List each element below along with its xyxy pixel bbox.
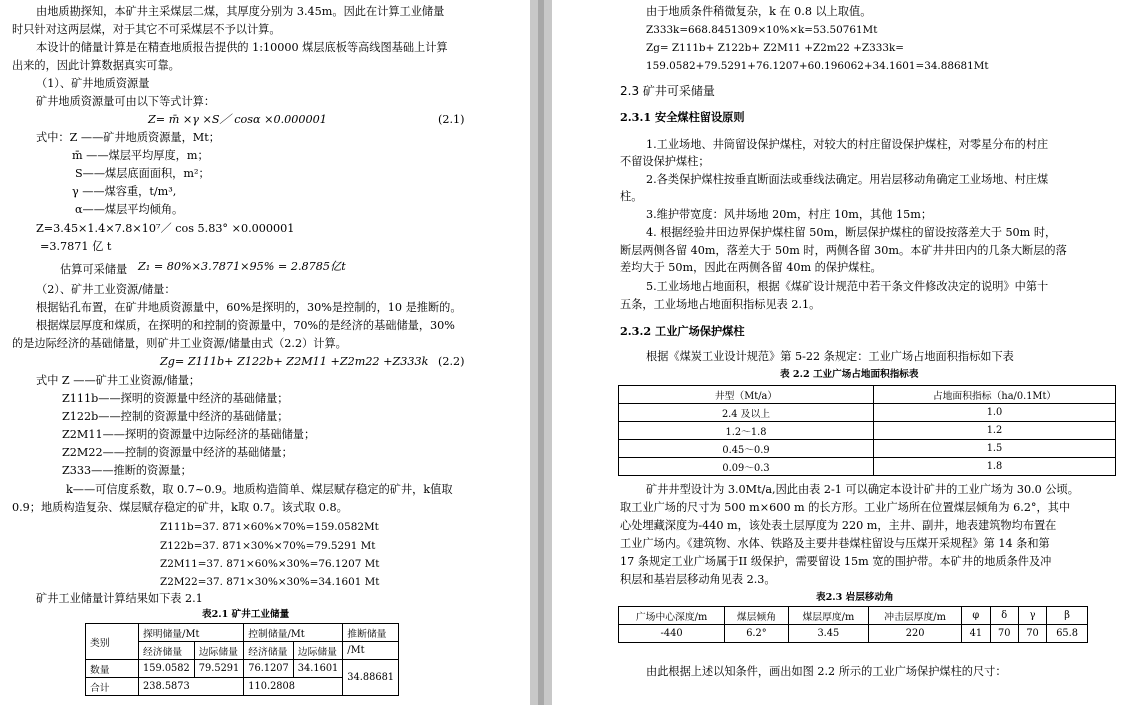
table-cell: 3.45 xyxy=(788,625,868,643)
text-line: 由地质勘探知，本矿井主采煤层二煤，其厚度分别为 3.45m。因此在计算工业储量 xyxy=(36,5,445,18)
text-line: 1.工业场地、井筒留设保护煤柱，对较大的村庄留设保护煤柱，对零星分布的村庄 xyxy=(646,138,1049,151)
text-line: 的是边际经济的基础储量，则矿井工业资源/储量由式（2.2）计算。 xyxy=(12,337,347,350)
table-cell: 159.0582 xyxy=(139,660,195,678)
text-line: 2.各类保护煤柱按垂直断面法或垂线法确定。用岩层移动角确定工业场地、村庄煤 xyxy=(646,173,1049,186)
table-cell: 76.1207 xyxy=(244,660,294,678)
table-cell: 238.5873 xyxy=(139,678,244,696)
text-line: 矿井井型设计为 3.0Mt/a,因此由表 2-1 可以确定本设计矿井的工业广场为 30.0 公顷。 xyxy=(646,483,1079,496)
calc-line: Zg= Z111b+ Z122b+ Z2M11 +Z2m22 +Z333k= xyxy=(646,42,904,54)
table-header: δ xyxy=(990,607,1018,625)
table-cell: 1.5 xyxy=(874,440,1116,458)
table-cell: 0.09～0.3 xyxy=(619,458,874,476)
page-divider xyxy=(538,0,544,705)
text-line: 取工业广场的尺寸为 500 m×600 m 的长方形。工业广场所在位置煤层倾角为 6.2°，其中 xyxy=(620,501,1071,514)
formula-line: =3.7871 亿 t xyxy=(40,240,112,253)
text-line: S——煤层底面面积，m²； xyxy=(75,167,210,180)
text-line: Z333——推断的资源量； xyxy=(62,464,192,477)
text-line: 根据煤层厚度和煤质，在探明的和控制的资源量中，70%的是经济的基础储量，30% xyxy=(36,319,455,332)
text-line: 3.维护带宽度：风井场地 20m，村庄 10m，其他 15m； xyxy=(646,208,933,221)
table-cell: 79.5291 xyxy=(194,660,244,678)
section-heading: 2.3 矿井可采储量 xyxy=(620,84,715,98)
table-cell: 1.2 xyxy=(874,422,1116,440)
table-header: 推断储量 xyxy=(343,624,399,642)
table-header: /Mt xyxy=(343,642,399,660)
text-line: γ ——煤容重，t/m³, xyxy=(72,185,177,198)
text-line: 断层两侧各留 40m，落差大于 50m 时，两侧各留 30m。本矿井井田内的几条大断层的落 xyxy=(620,244,1067,257)
table-header: 边际储量 xyxy=(194,642,244,660)
text-line: Z122b——控制的资源量中经济的基础储量； xyxy=(62,410,289,423)
table-cell: 220 xyxy=(869,625,962,643)
text-line: Z2M22——控制的资源量中经济的基础储量； xyxy=(62,446,293,459)
formula-line: Z=3.45×1.4×7.8×10⁷／ cos 5.83° ×0.000001 xyxy=(36,222,295,235)
table-cell: 34.1601 xyxy=(293,660,343,678)
text-line: 时只针对这两层煤，对于其它不可采煤层不予以计算。 xyxy=(12,23,281,36)
text-line: 矿井工业储量计算结果如下表 2.1 xyxy=(36,592,203,605)
table-header: 煤层厚度/m xyxy=(788,607,868,625)
text-line: Z2M11——探明的资源量中边际经济的基础储量； xyxy=(62,428,316,441)
document-page-right xyxy=(552,0,1126,705)
table-header: 控制储量/Mt xyxy=(244,624,343,642)
table-header: 边际储量 xyxy=(293,642,343,660)
text-line: 根据《煤炭工业设计规范》第 5-22 条规定：工业广场占地面积指标如下表 xyxy=(646,350,1014,363)
equation-number: (2.2) xyxy=(438,355,465,368)
table-cell: 1.2～1.8 xyxy=(619,422,874,440)
text-line: 差均大于 50m，因此在两侧各留 40m 的保护煤柱。 xyxy=(620,261,882,274)
subheading: （1）、矿井地质资源量 xyxy=(36,77,150,90)
text-line: Z111b——探明的资源量中经济的基础储量； xyxy=(62,392,289,405)
table-header: 广场中心深度/m xyxy=(619,607,725,625)
table-cell: 6.2° xyxy=(725,625,789,643)
table-header: φ xyxy=(962,607,990,625)
text-line: 五条，工业场地占地面积指标见表 2.1。 xyxy=(620,298,821,311)
text-line: 5.工业场地占地面积，根据《煤矿设计规范中若干条文件修改决定的说明》中第十 xyxy=(646,280,1049,293)
table-cell: 合计 xyxy=(86,678,139,696)
formula-2-2: Zg= Z111b+ Z122b+ Z2M11 +Z2m22 +Z333k xyxy=(160,355,429,368)
calc-line: Z122b=37. 871×30%×70%=79.5291 Mt xyxy=(160,540,376,552)
table-cell: 0.45～0.9 xyxy=(619,440,874,458)
table-caption: 表2.3 岩层移动角 xyxy=(816,592,894,603)
subheading: （2）、矿井工业资源/储量： xyxy=(36,283,176,296)
text-line: 由此根据上述以知条件，画出如图 2.2 所示的工业广场保护煤柱的尺寸： xyxy=(646,665,1007,678)
table-header: 冲击层厚度/m xyxy=(869,607,962,625)
table-2-2 xyxy=(618,385,1116,476)
table-2-3 xyxy=(618,606,1088,643)
table-caption: 表2.1 矿井工业储量 xyxy=(202,609,290,620)
formula-2-1: Z= m̄ ×γ ×S／ cosα ×0.000001 xyxy=(148,113,327,126)
calc-line: 159.0582+79.5291+76.1207+60.196062+34.1601=34.88681Mt xyxy=(646,60,989,72)
table-caption: 表 2.2 工业广场占地面积指标表 xyxy=(780,369,919,380)
calc-line: Z333k=668.8451309×10%×k=53.50761Mt xyxy=(646,24,878,36)
table-header: 类别 xyxy=(86,624,139,660)
text-line: 式中 Z ——矿井工业资源/储量； xyxy=(36,374,201,387)
table-cell: 数量 xyxy=(86,660,139,678)
text-line: α——煤层平均倾角。 xyxy=(75,203,184,216)
table-cell: 65.8 xyxy=(1047,625,1088,643)
text-line: 估算可采储量 xyxy=(60,263,128,276)
table-cell: 70 xyxy=(1018,625,1046,643)
table-cell: 41 xyxy=(962,625,990,643)
table-cell: 2.4 及以上 xyxy=(619,404,874,422)
text-line: 不留设保护煤柱； xyxy=(620,155,710,168)
table-header: 经济储量 xyxy=(244,642,294,660)
text-line: 工业广场内。《建筑物、水体、铁路及主要井巷煤柱留设与压煤开采规程》第 14 条和第 xyxy=(620,537,1050,550)
text-line: k——可信度系数，取 0.7~0.9。地质构造简单、煤层赋存稳定的矿井，k值取 xyxy=(66,483,453,496)
text-line: 出来的，因此计算数据真实可靠。 xyxy=(12,59,180,72)
table-header: 探明储量/Mt xyxy=(139,624,244,642)
text-line: 柱。 xyxy=(620,190,643,203)
text-line: 根据钻孔布置，在矿井地质资源量中，60%是探明的，30%是控制的，10 是推断的。 xyxy=(36,301,462,314)
text-line: 0.9；地质构造复杂、煤层赋存稳定的矿井，k取 0.7。该式取 0.8。 xyxy=(12,501,348,514)
text-line: 由于地质条件稍微复杂，k 在 0.8 以上取值。 xyxy=(646,5,872,18)
table-2-1 xyxy=(85,623,399,696)
table-cell: 70 xyxy=(990,625,1018,643)
text-line: 17 条规定工业广场属于II 级保护，需要留设 15m 宽的围护带。本矿井的地质条件及冲 xyxy=(620,555,1052,568)
subsection-heading: 2.3.1 安全煤柱留设原则 xyxy=(620,110,745,124)
text-line: 本设计的储量计算是在精查地质报告提供的 1:10000 煤层底板等高线图基础上计算 xyxy=(36,41,448,54)
subsection-heading: 2.3.2 工业广场保护煤柱 xyxy=(620,324,745,338)
table-header: β xyxy=(1047,607,1088,625)
table-header: 井型（Mt/a） xyxy=(619,386,874,404)
calc-line: Z2M22=37. 871×30%×30%=34.1601 Mt xyxy=(160,576,380,588)
calc-line: Z111b=37. 871×60%×70%=159.0582Mt xyxy=(160,521,379,533)
table-header: γ xyxy=(1018,607,1046,625)
text-line: 式中：Z ——矿井地质资源量，Mt； xyxy=(36,131,220,144)
text-line: m̄ ——煤层平均厚度，m； xyxy=(72,149,209,162)
text-line: 心处埋藏深度为-440 m，该处表土层厚度为 220 m，主井、副井，地表建筑物均布置在 xyxy=(620,519,1057,532)
document-page-left xyxy=(0,0,530,705)
calc-line: Z2M11=37. 871×60%×30%=76.1207 Mt xyxy=(160,558,380,570)
text-line: 积层和基岩层移动角见表 2.3。 xyxy=(620,573,776,586)
table-header: 经济储量 xyxy=(139,642,195,660)
table-cell: -440 xyxy=(619,625,725,643)
table-header: 占地面积指标（ha/0.1Mt） xyxy=(874,386,1116,404)
formula-line: Z₁ = 80%×3.7871×95% = 2.8785亿t xyxy=(138,260,346,273)
table-cell: 1.8 xyxy=(874,458,1116,476)
table-cell: 34.88681 xyxy=(343,660,399,696)
text-line: 矿井地质资源量可由以下等式计算： xyxy=(36,95,216,108)
table-cell: 1.0 xyxy=(874,404,1116,422)
table-cell: 110.2808 xyxy=(244,678,343,696)
equation-number: (2.1) xyxy=(438,113,465,126)
text-line: 4. 根据经验井田边界保护煤柱留 50m，断层保护煤柱的留设按落差大于 50m 时， xyxy=(646,226,1057,239)
table-header: 煤层倾角 xyxy=(725,607,789,625)
